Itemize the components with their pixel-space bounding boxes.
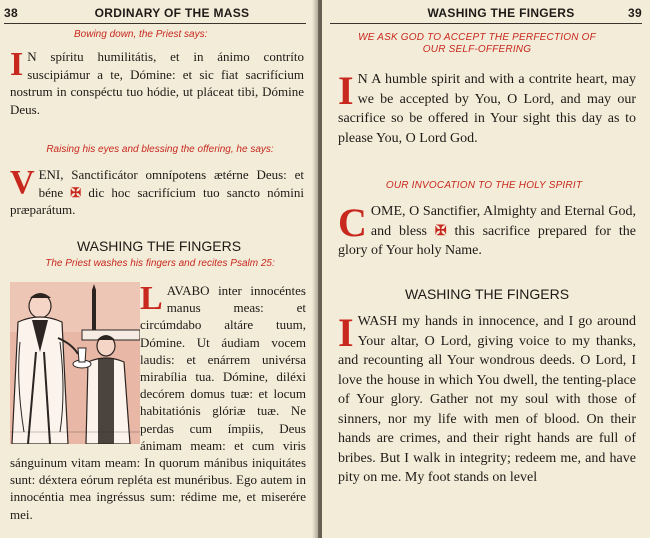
right-page-header — [330, 5, 642, 21]
left-para-2-text-b: dic hoc sacrifícium tuo sancto nómini præparátum. — [10, 184, 304, 217]
right-section-heading: WASHING THE FINGERS — [404, 286, 570, 302]
left-para-1-text: N spíritu humilitátis, et in ánimo contríto suscipiámur a te, Dómine: et sic fiat sacrifícium nostrum in conspéctu tuo hódie, ut pláceat tibi, Dómine Deus. — [10, 49, 304, 117]
left-paragraph-2 — [10, 166, 304, 219]
right-para-2-text-a: OME, O Sanctifier, Almighty and Eternal God, and bless — [370, 204, 636, 239]
left-page — [0, 0, 318, 538]
left-para-1-initial: I — [10, 46, 24, 83]
illustration-float — [10, 282, 140, 444]
right-para-1-initial: I — [338, 68, 354, 113]
right-paragraph-3 — [338, 312, 636, 488]
left-para-3-text: AVABO inter innocéntes manus meas: et circúmdabo altáre tuum, Dómine. Ut áudiam vocem laudis: et enárrem univérsa mirabília tua. Dómine, diléxi decórem domus tuæ: et locum habitatiónis glóriæ tuæ. Ne perdas cum ímpiis, Deus ánimam meam: et cum viris sánguinum vitam meam: In quorum mánibus iniquitátes sunt: déxtera eórum repléta est munéribus. Ego autem in innocéntia mea ingréssus sum: rédime me, et miserére mei. — [10, 283, 306, 522]
left-page-number: 38 — [4, 6, 18, 20]
right-page — [322, 0, 650, 538]
left-rubric-2: Raising his eyes and blessing the offering, he says: — [46, 144, 274, 155]
left-para-2-initial: V — [10, 164, 35, 201]
cross-icon: ✠ — [434, 223, 447, 239]
right-header-rule — [330, 23, 642, 24]
right-para-3-text: WASH my hands in innocence, and I go around Your altar, O Lord, giving voice to my thanks, and recounting all Your wondrous deeds. O Lord, I love the house in which You dwell, the tenting-place of Your glory. Gather not my soul with those of sinners, nor my life with men of blood. On their hands are crimes, and their right hands are full of bribes. But I walk in integrity; redeem me, and have pity on me. My foot stands on level — [338, 314, 636, 485]
right-rubric-2: OUR INVOCATION TO THE HOLY SPIRIT — [385, 180, 583, 191]
right-paragraph-2 — [338, 202, 636, 261]
left-rubric-1: Bowing down, the Priest says: — [74, 29, 208, 40]
left-paragraph-1 — [10, 48, 304, 118]
left-paragraph-3 — [10, 282, 306, 523]
right-para-3-initial: I — [338, 310, 354, 355]
right-running-title: WASHING THE FINGERS — [427, 6, 575, 20]
left-running-title: ORDINARY OF THE MASS — [94, 6, 250, 20]
right-rubric-1: WE ASK GOD TO ACCEPT THE PERFECTION OF OUR SELF-OFFERING — [358, 32, 596, 55]
left-page-header — [4, 5, 306, 21]
right-paragraph-1 — [338, 70, 636, 148]
right-para-1-text: N A humble spirit and with a contrite heart, may we be accepted by You, O Lord, and may our sacrifice so be offered in Your sight this day as to please You, O Lord God. — [338, 72, 636, 146]
left-para-3-initial: L — [140, 280, 163, 317]
left-header-rule — [4, 23, 306, 24]
left-rubric-3: The Priest washes his fingers and recites Psalm 25: — [45, 258, 275, 269]
right-page-number: 39 — [628, 6, 642, 20]
cross-icon: ✠ — [70, 184, 82, 200]
priest-washing-hands-illustration — [10, 282, 140, 444]
left-section-heading: WASHING THE FINGERS — [76, 238, 242, 254]
left-para-2-text-a: ENI, Sanctificátor omnípotens ætérne Deus: et béne — [38, 167, 304, 200]
right-para-2-text-b: this sacrifice prepared for the glory of Your holy Name. — [338, 223, 636, 258]
right-para-2-initial: C — [338, 200, 367, 245]
